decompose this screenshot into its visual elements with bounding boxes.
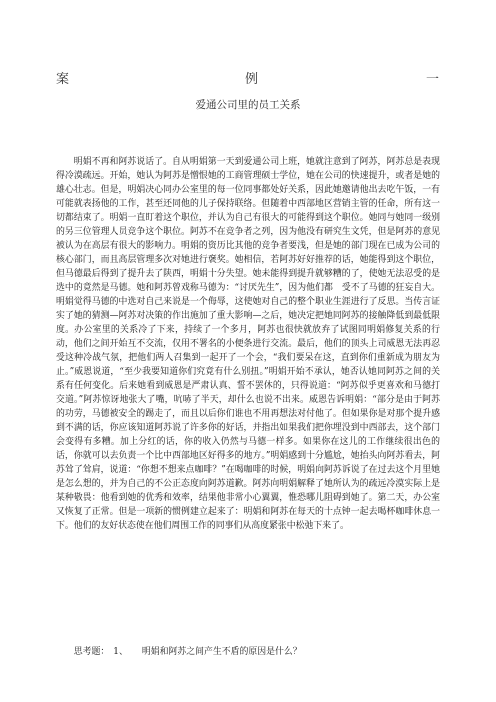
case-body-paragraph: 明娟不再和阿苏说话了。自从明娟第一天到爱通公司上班，她就注意到了阿苏，阿苏总是表现得冷漠疏远。开始，她认为阿苏是憎恨她的工商管理硕士学位，她在公司的快速提升，或者是她的雄心壮志。但是，明娟决心同办公室里的每一位同事都处好关系，因此她邀请他出去吃午饭，一有可能就表扬他的工作，甚至还同他的儿子保持联络。但随着中西部地区营销主管的任命，所有这一切都结束了。明娟一直盯着这个职位，并认为自己有很大的可能得到这个职位。她同与她同一级别的另三位管理人员竞争这个职位。阿苏不在竞争者之列，因为他没有研究生文凭，但是阿苏的意见被认为在高层有很大的影响力。明娟的资历比其他的竞争者要浅，但是她的部门现在已成为公司的核心部门，而且高层管理多次对她进行褒奖。她相信，若阿苏好好推荐的话，她能得到这个职位，但马德最后得到了提升去了陕西，明娟十分失望。她未能得到提升就够糟的了，使她无法忍受的是选中的竟然是马德。她和阿苏曾戏称马德为：“讨厌先生”，因为他们都 受不了马德的狂妄自大。明娟觉得马德的中选对自己来说是一个侮辱，这使她对自己的整个职业生涯进行了反思。当传言证实了她的猜测—阿苏对决策的作出施加了重大影响—之后，她决定把她同阿苏的接触降低到最低限度。办公室里的关系冷了下来，持续了一个多月，阿苏也很快就放弃了试图同明娟修复关系的行动，他们之间开始互不交流，仅用不署名的小便条进行交流。最后，他们的顶头上司威恩无法再忍受这种冷战气氛，把他们两人召集到一起开了一个会，“我们要呆在这，直到你们重新成为朋友为止。”威恩说道，“至少我要知道你们究竟有什么别扭。”明娟开始不承认，她否认她同阿苏之间的关系有任何变化。后来她看到威恩是严肃认真、誓不罢休的，只得说道：“阿苏似乎更喜欢和马德打交道。”阿苏惊讶地张大了嘴，吭哧了半天，却什么也说不出来。威恩告诉明娟：“部分是由于阿苏的功劳，马德被安全的踢走了，而且以后你们谁也不用再想法对付他了。但如果你是对那个提升感到不满的话，你应该知道阿苏说了许多你的好话，并指出如果我们把你埋没到中西部去，这个部门会变得有多糟。加上分红的话，你的收入仍然与马德一样多。如果你在这儿的工作继续很出色的话，你就可以去负责一个比中西部地区好得多的地方。”明娟感到十分尴尬，她抬头向阿苏看去，阿苏耸了耸肩，说道：“你想不想来点咖啡？”在喝咖啡的时候，明娟向阿苏诉说了在过去这个月里她是怎么想的，并为自己的不公正态度向阿苏道歉。阿苏向明娟解释了她所认为的疏远冷漠实际上是某种敬畏：他看到她的优秀和效率，结果他非常小心翼翼，惟恐哪儿阻碍到她了。第二天，办公室又恢复了正常。但是一项新的惯例建立起来了：明娟和阿苏在每天的十点钟一起去喝杯咖啡休息一下。他们的友好状态使在他们周围工作的同事们从高度紧张中松弛下来了。 [56, 157, 440, 531]
case-header [56, 68, 440, 87]
header-char-2: 例 [244, 72, 259, 87]
question-label: 思考题： [73, 647, 110, 657]
question-number: 1、 [113, 647, 128, 657]
question-text: 明娟和阿苏之间产生不盾的原因是什么？ [141, 647, 302, 657]
header-char-1: 案 [56, 72, 71, 87]
case-title: 爱通公司里的员工关系 [195, 99, 301, 111]
discussion-question [56, 645, 440, 659]
header-char-3: 一 [425, 72, 440, 87]
